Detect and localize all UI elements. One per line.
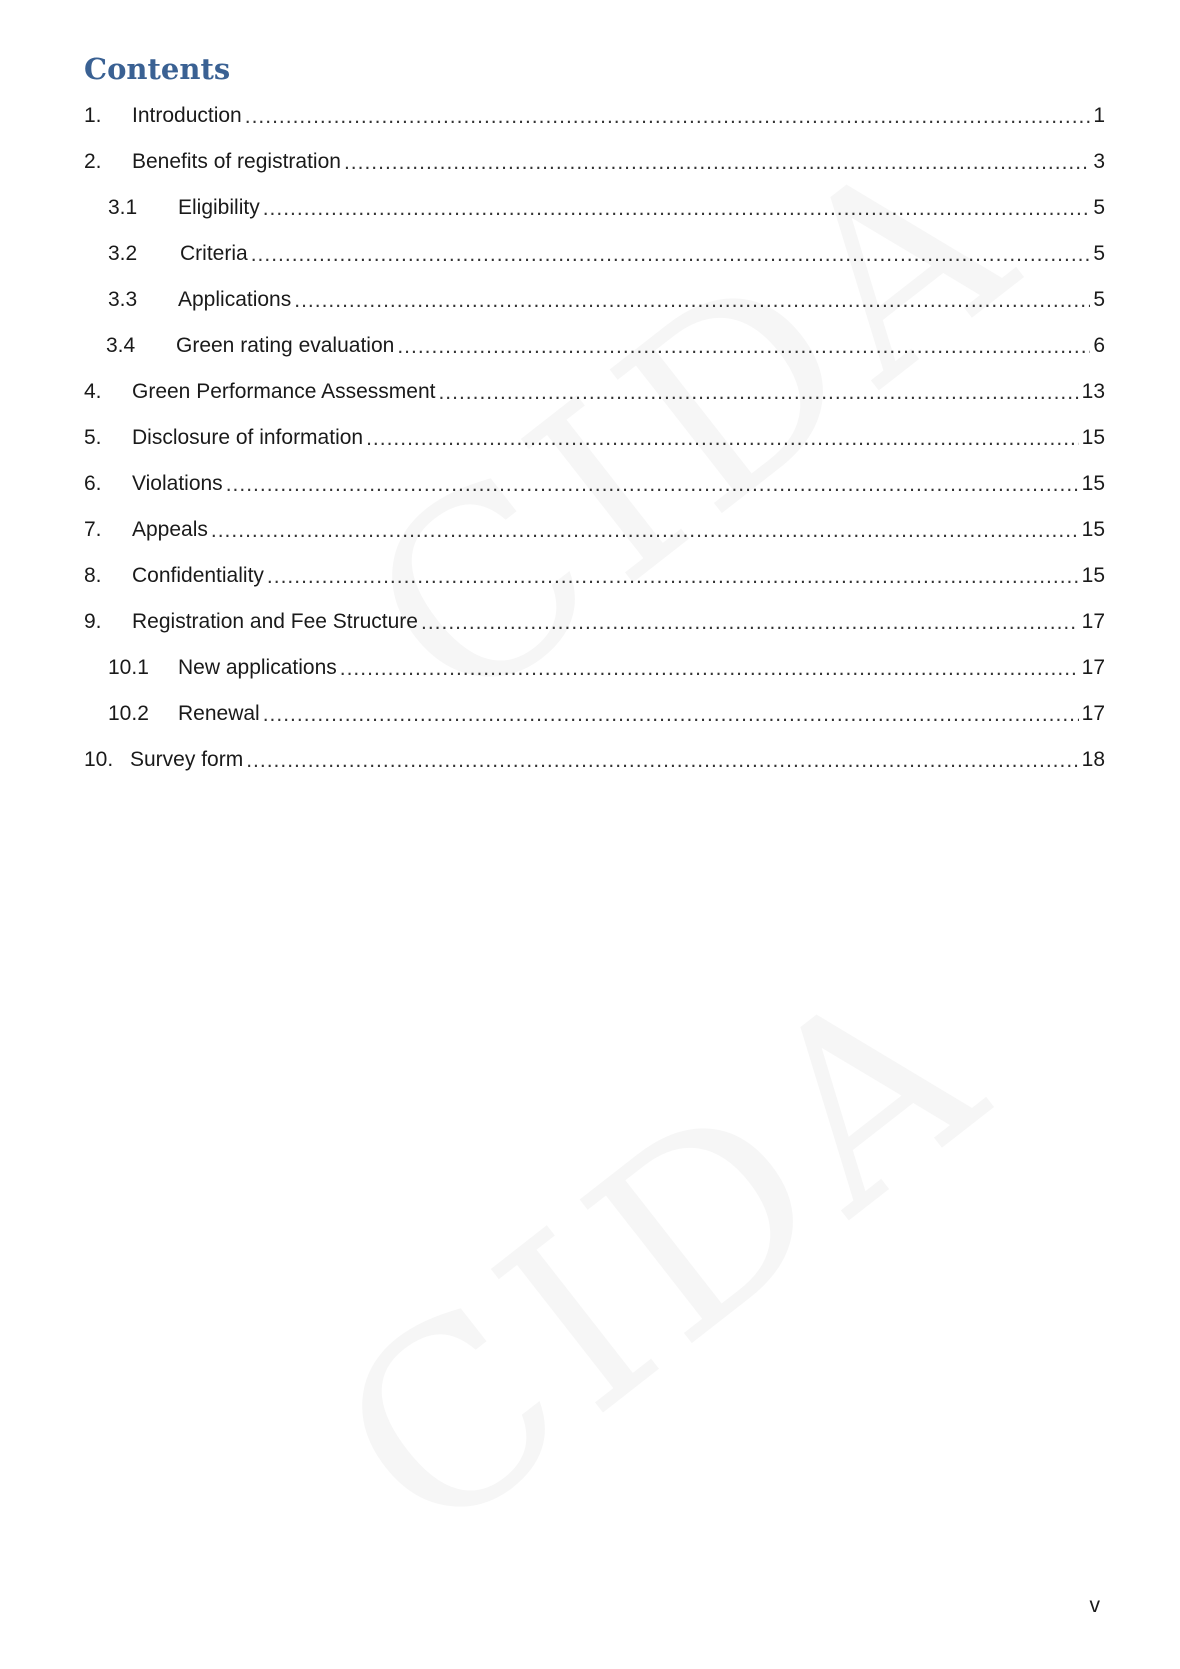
toc-entry-page: 17 [1081, 701, 1105, 725]
toc-entry[interactable] [84, 690, 1105, 736]
toc-leader-dots [246, 750, 1078, 771]
toc-leader-dots [294, 290, 1090, 311]
contents-heading: Contents [84, 52, 231, 86]
toc-entry[interactable] [84, 460, 1105, 506]
toc-entry-title: Survey form [130, 747, 244, 771]
toc-leader-dots [438, 382, 1078, 403]
toc-entry[interactable] [84, 322, 1105, 368]
toc-leader-dots [344, 152, 1090, 173]
toc-entry[interactable] [84, 552, 1105, 598]
toc-leader-dots [267, 566, 1079, 587]
toc-entry-title: Introduction [132, 103, 242, 127]
toc-entry-title: Violations [132, 471, 223, 495]
toc-entry-title: New applications [178, 655, 337, 679]
toc-entry-title: Green rating evaluation [176, 333, 395, 357]
toc-entry-number: 4. [84, 379, 102, 403]
toc-entry-number: 3.3 [108, 287, 138, 311]
toc-entry-number: 3.1 [108, 195, 138, 219]
toc-entry-number: 10.2 [108, 701, 149, 725]
toc-entry-number: 9. [84, 609, 102, 633]
toc-entry-page: 15 [1081, 517, 1105, 541]
toc-entry[interactable] [84, 92, 1105, 138]
toc-entry-title: Renewal [178, 701, 260, 725]
toc-entry-page: 17 [1081, 655, 1105, 679]
toc-entry-page: 18 [1081, 747, 1105, 771]
toc-entry[interactable] [84, 414, 1105, 460]
toc-entry[interactable] [84, 368, 1105, 414]
toc-leader-dots [226, 474, 1079, 495]
toc-leader-dots [251, 244, 1091, 265]
toc-leader-dots [366, 428, 1079, 449]
toc-entry-number: 10. [84, 747, 114, 771]
toc-entry-title: Applications [178, 287, 292, 311]
toc-entry-number: 2. [84, 149, 102, 173]
toc-entry-number: 7. [84, 517, 102, 541]
toc-entry-page: 6 [1093, 333, 1105, 357]
toc-entry-number: 3.4 [106, 333, 136, 357]
toc-entry-page: 15 [1081, 425, 1105, 449]
toc-entry-title: Green Performance Assessment [132, 379, 436, 403]
table-of-contents [84, 92, 1105, 782]
toc-entry-page: 5 [1093, 195, 1105, 219]
toc-entry[interactable] [84, 598, 1105, 644]
toc-entry-number: 8. [84, 563, 102, 587]
toc-leader-dots [397, 336, 1090, 357]
toc-entry-page: 1 [1093, 103, 1105, 127]
toc-leader-dots [263, 198, 1091, 219]
toc-entry[interactable] [84, 736, 1105, 782]
toc-entry-number: 3.2 [108, 241, 138, 265]
toc-entry[interactable] [84, 276, 1105, 322]
toc-leader-dots [421, 612, 1079, 633]
toc-entry-title: Disclosure of information [132, 425, 364, 449]
toc-entry-page: 13 [1081, 379, 1105, 403]
toc-entry-title: Confidentiality [132, 563, 264, 587]
toc-entry-title: Benefits of registration [132, 149, 341, 173]
toc-entry-page: 3 [1093, 149, 1105, 173]
toc-entry-page: 5 [1093, 287, 1105, 311]
toc-entry-title: Registration and Fee Structure [132, 609, 418, 633]
toc-entry[interactable] [84, 230, 1105, 276]
toc-entry[interactable] [84, 506, 1105, 552]
toc-entry-page: 17 [1081, 609, 1105, 633]
toc-entry-number: 6. [84, 471, 102, 495]
toc-entry-number: 1. [84, 103, 102, 127]
toc-entry-number: 5. [84, 425, 102, 449]
toc-entry-title: Eligibility [178, 195, 260, 219]
toc-entry-page: 15 [1081, 563, 1105, 587]
toc-entry-page: 5 [1093, 241, 1105, 265]
page-number: v [1089, 1594, 1100, 1617]
toc-leader-dots [340, 658, 1079, 679]
toc-entry-title: Appeals [132, 517, 208, 541]
toc-entry[interactable] [84, 138, 1105, 184]
toc-entry-page: 15 [1081, 471, 1105, 495]
toc-leader-dots [211, 520, 1079, 541]
toc-leader-dots [263, 704, 1079, 725]
toc-entry-number: 10.1 [108, 655, 149, 679]
toc-entry[interactable] [84, 644, 1105, 690]
toc-entry[interactable] [84, 184, 1105, 230]
watermark [287, 917, 1039, 1594]
toc-leader-dots [245, 106, 1091, 127]
toc-entry-title: Criteria [180, 241, 248, 265]
